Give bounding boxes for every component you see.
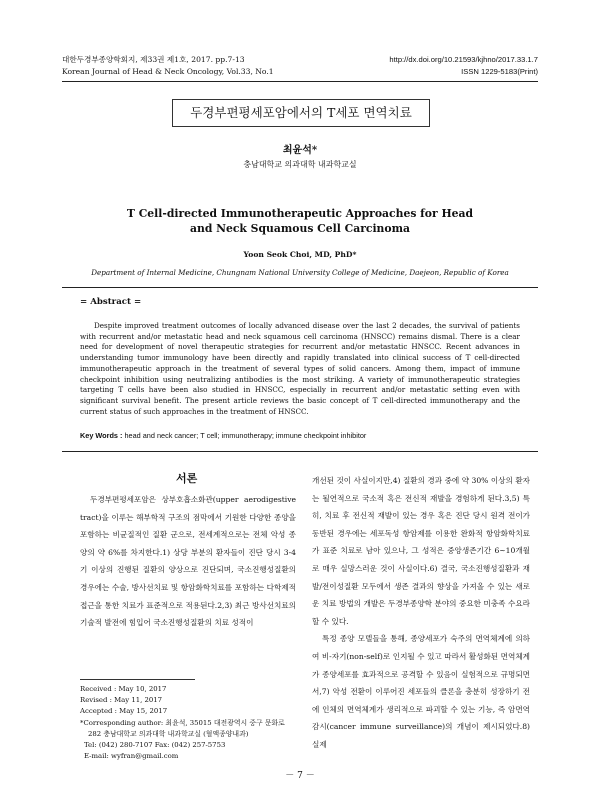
affiliation-en: Department of Internal Medicine, Chungnam National University College of Medicine, Daejeon, Republic of Korea <box>91 268 509 277</box>
abstract-top-rule <box>62 287 538 288</box>
header-rule <box>62 81 538 82</box>
journal-header-left <box>62 54 274 78</box>
received-date: Received : May 10, 2017 <box>80 685 167 693</box>
affiliation-ko: 충남대학교 의과대학 내과학교실 <box>243 160 357 169</box>
keywords-list: head and neck cancer; T cell; immunotherapy; immune checkpoint inhibitor <box>124 431 367 440</box>
body-right-paragraph-1: 개선된 것이 사실이지만,4) 질환의 경과 중에 약 30% 이상의 환자는 될연적으로 국소적 혹은 전신적 재발을 경험하게 된다.3,5) 특히, 치료 후 전신적 재발이 있는 경우 혹은 진단 당시 원격 전이가 동반된 경우에는 세포독성 항암제를 이용한 완화적 항암화학치료가 표준 치료로 남아 있으나, 그 성적은 중앙생존기간 6~10개월로 매우 실망스러운 것이 사실이다.6) 결국, 국소진행성질환과 재발/전이성질환 모두에서 생존 결과의 향상을 가져올 수 있는 새로운 치료 방법의 개발은 두경부종양학 분야의 중요한 미충족 수요라 할 수 있다. <box>312 476 530 626</box>
body-right-column <box>312 472 530 754</box>
abstract-bottom-rule <box>62 451 538 452</box>
author-email[interactable]: E-mail: wyfran@gmail.com <box>84 752 179 761</box>
section-heading-introduction: 서론 <box>176 472 198 485</box>
body-left-column: 두경부편평세포암은 상부호흡소화관(upper aerodigestive tract)을 이루는 해부학적 구조의 점막에서 기원한 다양한 종양을 포함하는 비균질적인 질환 군으로, 전세계적으로는 전체 악성 종양의 약 6%를 차지한다.1) 상당 부분의 환자들이 진단 당시 3-4기 이상의 진행된 질환의 양상으로 진단되며, 국소진행성질환의 경우에는 수술, 방사선치료 및 항암화학치료를 포함하는 다학제적 접근을 통한 치료가 표준적으로 적용된다.2,3) 최근 방사선치료의 기술적 발전에 힘입어 국소진행성질환의 치료 성적이 <box>80 495 296 628</box>
journal-name-en: Korean Journal of Head & Neck Oncology, Vol.33, No.1 <box>62 67 274 76</box>
keywords <box>80 431 540 440</box>
journal-header-right <box>389 54 538 78</box>
issn: ISSN 1229-5183(Print) <box>461 67 538 76</box>
footnote-rule <box>80 679 195 680</box>
title-ko: 두경부편평세포암에서의 T세포 면역치료 <box>172 99 430 127</box>
abstract-label: = Abstract = <box>80 297 142 307</box>
revised-date: Revised : May 11, 2017 <box>80 696 163 705</box>
accepted-date: Accepted : May 15, 2017 <box>80 707 168 716</box>
corresponding-author: *Corresponding author: 최윤석, 35015 대전광역시 중구 문화로 <box>80 718 285 727</box>
author-phone: Tel: (042) 280-7107 Fax: (042) 257-5753 <box>84 741 226 750</box>
abstract-text: Despite improved treatment outcomes of locally advanced disease over the last 2 decades, the survival of patients with recurrent and/or metastatic head and neck squamous cell carcinoma (HNSCC) remains dismal. There is a clear need for development of novel therapeutic strategies for recurrent and/or metastatic HNSCC. Recent advances in understanding tumor immunology have been directly and rapidly translated into clinical success of T cell-directed immunotherapeutic approach in the treatment of several types of solid cancers. Among them, impact of immune checkpoint inhibition using neutralizing antibodies is the most striking. A variety of immunotherapeutic strategies targeting T cells have been also studied in HNSCC, especially in recurrent and/or metastatic setting even with significant survival benefit. The present article reviews the basic concept of T cell-directed immunotherapy and the current status of such approaches in the treatment of HNSCC. <box>80 321 520 416</box>
author-ko: 최윤석* <box>282 145 318 156</box>
body-right-paragraph-2: 특정 종양 모델들을 통해, 종양세포가 숙주의 면역체계에 의하여 비-자기(non-self)로 인지될 수 있고 따라서 활성화된 면역체계가 종양세포를 효과적으로 공격할 수 있음이 실험적으로 규명되면서,7) 악성 전환이 이루어진 세포들의 클론을 충분히 성장하기 전에 인체의 면역체계가 생리적으로 파괴할 수 있는 기능, 즉 암면역감시(cancer immune surveillance)의 개념이 제시되었다.8) 실제 <box>312 634 530 749</box>
article-dates-footnote <box>80 684 285 762</box>
author-address: 282 충남대학교 의과대학 내과학교실 (혈액종양내과) <box>88 729 249 738</box>
page-number: － 7 － <box>285 771 315 781</box>
title-en: T Cell-directed Immunotherapeutic Approaches for Head and Neck Squamous Cell Carcinoma <box>126 207 474 235</box>
author-en: Yoon Seok Choi, MD, PhD* <box>243 250 357 259</box>
keywords-label: Key Words : <box>80 431 123 440</box>
doi-link[interactable]: http://dx.doi.org/10.21593/kjhno/2017.33.1.7 <box>389 55 538 64</box>
journal-name-ko: 대한두경부종양학회지, 제33권 제1호, 2017. pp.7-13 <box>62 55 245 64</box>
